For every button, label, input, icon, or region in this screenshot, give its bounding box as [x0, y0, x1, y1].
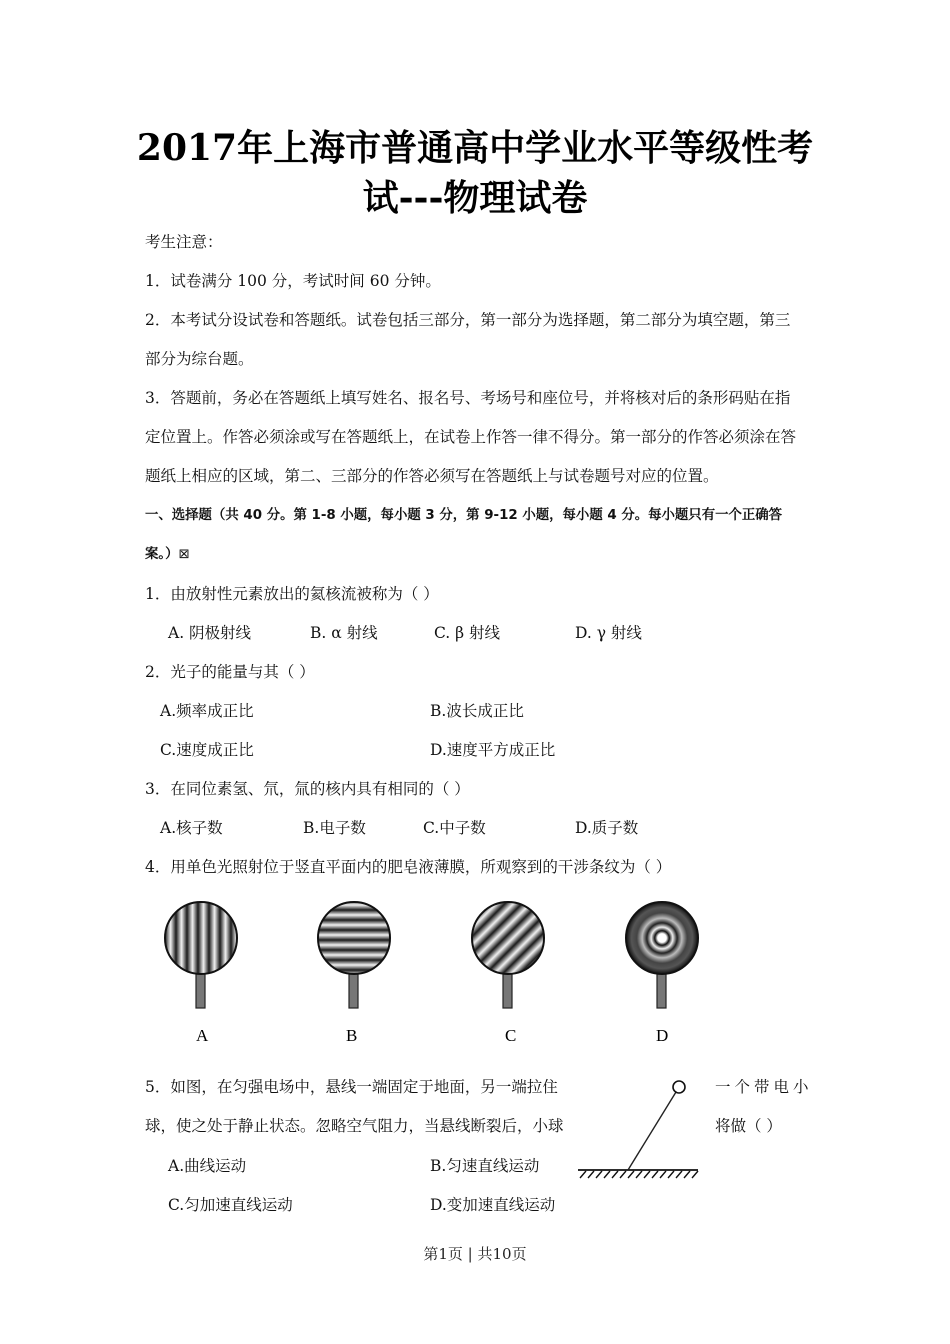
q1-option-c: C. β 射线	[434, 624, 501, 642]
q2-option-c: C.速度成正比	[160, 741, 254, 759]
fringe-label-a: A	[196, 1026, 209, 1045]
q3-option-c: C.中子数	[423, 819, 486, 837]
q5-stem-line2: 球，使之处于静止状态。忽略空气阻力，当悬线断裂后，小球	[145, 1117, 564, 1135]
notice-item-1: 1．试卷满分 100 分，考试时间 60 分钟。	[145, 272, 441, 290]
q2-option-a: A.频率成正比	[160, 702, 254, 720]
q2-stem: 2．光子的能量与其（ ）	[145, 663, 315, 681]
q1-option-d: D. γ 射线	[575, 624, 642, 642]
notice-heading: 考生注意：	[145, 233, 223, 251]
fringe-label-c: C	[505, 1026, 517, 1045]
section1-heading-line1: 一、选择题（共 40 分。第 1-8 小题，每小题 3 分，第 9-12 小题，每小题 4 分。每小题只有一个正确答	[145, 508, 783, 523]
notice-item-2-line2: 部分为综台题。	[145, 350, 254, 368]
q5-stem-line1: 5．如图，在匀强电场中，悬线一端固定于地面，另一端拉住	[145, 1078, 558, 1096]
section1-heading-tail: 案。）	[145, 547, 179, 562]
suspension-string	[628, 1092, 676, 1170]
fringe-label-b: B	[346, 1026, 358, 1045]
q5-option-b: B.匀速直线运动	[430, 1157, 540, 1175]
charged-ball	[673, 1081, 685, 1093]
notice-item-3-line2: 定位置上。作答必须涂或写在答题纸上，在试卷上作答一律不得分。第一部分的作答必须涂在答	[145, 428, 797, 446]
fringe-label-d: D	[656, 1026, 669, 1045]
q2-option-b: B.波长成正比	[430, 702, 524, 720]
q2-option-d: D.速度平方成正比	[430, 741, 556, 759]
q3-option-a: A.核子数	[160, 819, 223, 837]
ground-hatch	[578, 1170, 698, 1178]
exam-title-line2: 试---物理试卷	[362, 177, 588, 219]
q1-option-a: A. 阴极射线	[168, 624, 252, 642]
q4-stem: 4．用单色光照射位于竖直平面内的肥皂液薄膜，所观察到的干涉条纹为（ ）	[145, 858, 672, 876]
q3-stem: 3．在同位素氢、氘，氚的核内具有相同的（ ）	[145, 780, 470, 798]
q5-option-a: A.曲线运动	[168, 1157, 247, 1175]
q3-option-d: D.质子数	[575, 819, 639, 837]
notice-item-3-line3: 题纸上相应的区域，第二、三部分的作答必须写在答题纸上与试卷题号对应的位置。	[145, 467, 719, 485]
notice-item-2-line1: 2．本考试分设试卷和答题纸。试卷包括三部分，第一部分为选择题，第二部分为填空题，第三	[145, 311, 791, 329]
q5-stem-line2-tail: 将做（ ）	[715, 1117, 782, 1135]
q3-option-b: B.电子数	[303, 819, 366, 837]
page-footer: 第1页 | 共10页	[423, 1245, 527, 1263]
notice-item-3-line1: 3．答题前，务必在答题纸上填写姓名、报名号、考场号和座位号，并将核对后的条形码贴在指	[145, 389, 791, 407]
checkbox-cross-icon: ⊠	[178, 547, 190, 562]
q5-stem-line1-tail: 一个带电小	[715, 1078, 813, 1096]
q5-option-d: D.变加速直线运动	[430, 1196, 556, 1214]
exam-title-line1: 2017年上海市普通高中学业水平等级性考	[136, 127, 814, 169]
q1-option-b: B. α 射线	[310, 624, 378, 642]
q1-stem: 1．由放射性元素放出的氦核流被称为（ ）	[145, 585, 439, 603]
q5-option-c: C.匀加速直线运动	[168, 1196, 293, 1214]
